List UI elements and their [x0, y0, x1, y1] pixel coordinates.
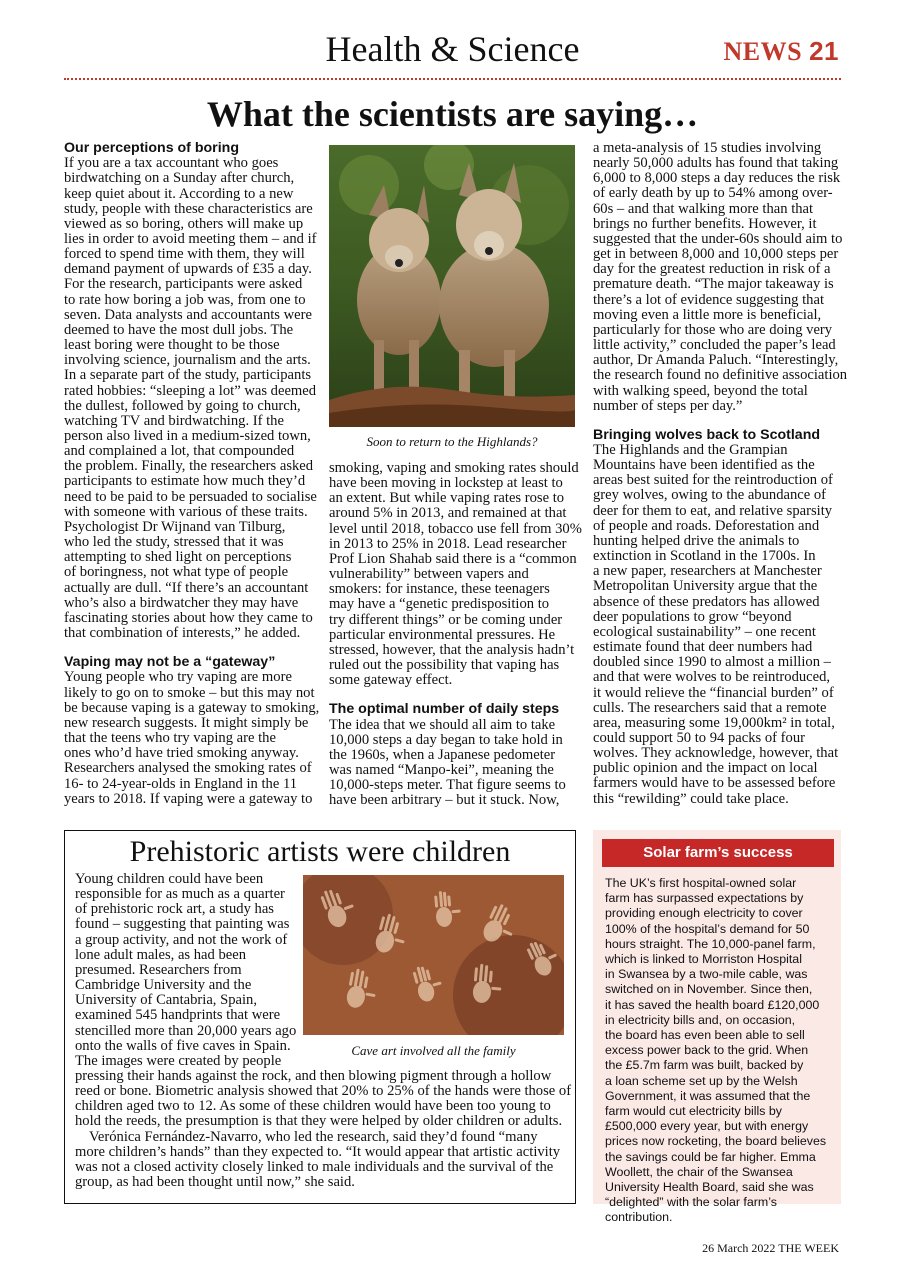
body-line: The UK’s first hospital-owned solar: [605, 876, 797, 890]
body-line: more children’s hands” than they expected to. “It would appear that artistic activity: [75, 1143, 561, 1160]
body-line: excess power back to the grid. When: [605, 1043, 809, 1058]
body-line: demand payment of upwards of £35 a day.: [64, 261, 312, 278]
body-line: to rate how boring a job was, from one to: [64, 291, 306, 308]
body-line: particularly for those who are doing very: [593, 321, 833, 338]
body-line: 16- to 24-year-olds in England in the 11: [64, 775, 298, 792]
body-line: ecological sustainability” – one recent: [593, 623, 816, 640]
body-line: try different things” or be coming under: [329, 611, 563, 628]
wolf-photo-caption: Soon to return to the Highlands?: [366, 434, 538, 449]
body-line: level until 2018, tobacco use fell from 30%: [329, 520, 582, 537]
news-label: NEWS: [723, 37, 803, 66]
body-line: some gateway effect.: [329, 672, 453, 689]
steps-body-part2: [593, 140, 848, 414]
body-line: watching TV and birdwatching. If the: [64, 412, 284, 429]
body-line: was named “Manpo-kei”, meaning the: [329, 762, 554, 779]
footer: [702, 1241, 839, 1256]
body-line: area, measuring some 19,000km² in total,: [593, 714, 835, 731]
body-line: public opinion and the impact on local: [593, 760, 818, 777]
body-line: rated hobbies: “sleeping a lot” was deemed: [64, 382, 317, 399]
body-line: hunting helped drive the animals to: [593, 532, 800, 549]
body-line: pressing their hands against the rock, and then blowing pigment through a hollow: [75, 1068, 552, 1084]
body-line: have been arbitrary – but it stuck. Now,: [329, 792, 560, 809]
body-line: hours straight. The 10,000-panel farm,: [605, 936, 816, 951]
body-line: extinction in Scotland in the 1700s. In: [593, 548, 816, 565]
body-line: 60s – and that walking more than that: [593, 200, 814, 217]
body-line: may have a “genetic predisposition to: [329, 596, 550, 613]
body-line: get in between 8,000 and 10,000 steps per: [593, 246, 839, 263]
body-line: have been moving in lockstep at least to: [329, 475, 563, 492]
solar-body: [605, 876, 837, 1226]
body-line: the £5.7m farm was built, backed by: [605, 1058, 804, 1073]
cave-art-caption: Cave art involved all the family: [351, 1043, 516, 1058]
body-line: Woollett, the chair of the Swansea: [605, 1164, 793, 1179]
body-line: farmers would have to be assessed before: [593, 775, 836, 792]
body-line: brings no further benefits. However, it: [593, 215, 817, 232]
solar-title: Solar farm’s success: [602, 839, 834, 867]
body-line: The images were created by people: [75, 1052, 282, 1069]
column-1: [64, 141, 320, 807]
body-line: and that were wolves to be reintroduced,: [593, 669, 831, 686]
body-line: The Highlands and the Grampian: [593, 442, 788, 459]
body-line: of early death by up to 54% among over-: [593, 185, 833, 202]
wolf-photo: [329, 145, 575, 427]
body-line: person also lived in a medium-sized town,: [64, 428, 311, 445]
body-line: author, Dr Amanda Paluch. “Interestingly,: [593, 352, 839, 369]
body-line: need to be paid to be persuaded to socialise: [64, 488, 317, 505]
body-line: Metropolitan University argue that the: [593, 578, 818, 595]
body-line: particular environmental pressures. He: [329, 626, 556, 643]
body-line: prices now rocketing, the board believes: [605, 1134, 827, 1149]
body-line: presumed. Researchers from: [75, 961, 242, 978]
body-line: group, as had been thought until now,” she said.: [75, 1174, 355, 1191]
boring-body: [64, 156, 320, 641]
body-line: onto the walls of five caves in Spain.: [75, 1037, 291, 1054]
body-line: 100% of the hospital’s demand for 50: [605, 921, 810, 936]
cave-art-photo: [303, 875, 564, 1035]
issue-date: 26 March 2022: [702, 1241, 776, 1255]
body-line: deer for them to eat, and relative sparsity: [593, 502, 833, 519]
steps-title: The optimal number of daily steps: [329, 701, 560, 718]
body-line: participants to estimate how much they’d: [64, 473, 306, 490]
body-line: If you are a tax accountant who goes: [64, 155, 279, 172]
body-line: moving even a little more is beneficial,: [593, 306, 822, 323]
body-line: culls. The researchers said that a remote: [593, 699, 827, 716]
page-headline: What the scientists are saying…: [206, 94, 699, 134]
body-line: deemed to have the most dull jobs. The: [64, 321, 294, 338]
body-line: examined 545 handprints that were: [75, 1007, 281, 1024]
page-number: 21: [809, 36, 839, 66]
body-line: 10,000 steps a day began to take hold in: [329, 731, 563, 748]
body-line: years to 2018. If vaping were a gateway to: [64, 790, 313, 807]
body-line: 6,000 to 8,000 steps a day reduces the risk: [593, 170, 841, 187]
body-line: be because vaping is a gateway to smoking,: [64, 699, 320, 716]
body-line: keep quiet about it. According to a new: [64, 185, 294, 202]
body-line: areas best suited for the reintroduction of: [593, 472, 833, 489]
body-line: Prof Lion Shahab said there is a “common: [329, 550, 577, 567]
body-line: who’s also a birdwatcher they may have: [64, 594, 299, 611]
column-2: [329, 460, 582, 809]
body-line: in 2013 to 25% in 2018. Lead researcher: [329, 535, 567, 552]
prehistoric-body-part1: [75, 872, 300, 1069]
body-line: contribution.: [605, 1210, 673, 1225]
body-line: the board has even been able to sell: [605, 1028, 805, 1043]
body-line: stencilled more than 20,000 years ago: [75, 1022, 297, 1039]
body-line: deer populations to grow “beyond: [593, 608, 792, 625]
body-line: The idea that we should all aim to take: [329, 716, 556, 733]
body-line: could support 50 to 94 packs of four: [593, 729, 805, 746]
body-line: attempting to shed light on perceptions: [64, 549, 292, 566]
body-line: smoking, vaping and smoking rates should: [329, 460, 579, 476]
prehistoric-body-part2: [75, 1069, 570, 1190]
body-line: Psychologist Dr Wijnand van Tilburg,: [64, 518, 286, 535]
body-line: the dullest, followed by going to church,: [64, 397, 301, 414]
body-line: with someone with various of these traits.: [64, 503, 308, 520]
wolves-title: Bringing wolves back to Scotland: [593, 426, 821, 443]
body-line: wolves. They acknowledge, however, that: [593, 745, 839, 762]
body-line: in Swansea by a two-mile cable, was: [605, 967, 808, 982]
body-line: lone adult males, as had been: [75, 946, 247, 963]
body-line: 10,000-steps meter. That figure seems to: [329, 777, 566, 794]
body-line: a group activity, and not the work of: [75, 931, 288, 948]
body-line: lies in order to avoid meeting them – and if: [64, 230, 317, 247]
body-line: of prehistoric rock art, a study has: [75, 901, 274, 918]
body-line: children aged two to 12. As some of these children would have been too young to: [75, 1098, 551, 1115]
body-line: of people and roads. Deforestation and: [593, 517, 820, 534]
body-line: and complained a lot, that compounded: [64, 443, 295, 460]
body-line: there’s a lot of evidence suggesting that: [593, 291, 824, 308]
body-line: Cambridge University and the: [75, 977, 252, 994]
body-line: birdwatching on a Sunday after church,: [64, 170, 295, 187]
body-line: nearly 50,000 adults has found that taking: [593, 155, 839, 172]
wolves-body: [593, 443, 843, 807]
dotted-divider: [64, 78, 841, 80]
body-line: ones who’d have tried smoking anyway.: [64, 745, 299, 762]
body-line: it would relieve the “financial burden” of: [593, 684, 834, 701]
body-line: likely to go on to smoke – but this may not: [64, 684, 315, 701]
body-line: providing enough electricity to cover: [605, 906, 803, 921]
prehistoric-title: Prehistoric artists were children: [129, 835, 511, 868]
body-line: of boringness, not what type of people: [64, 564, 289, 581]
body-line: doubled since 1990 to almost a million –: [593, 654, 831, 671]
body-line: which is linked to Morriston Hospital: [605, 952, 802, 967]
body-line: reed or bone. Biometric analysis showed that 20% to 25% of the hands were those of: [75, 1083, 572, 1100]
body-line: smokers: for instance, these teenagers: [329, 581, 550, 598]
steps-body-part1: [329, 718, 579, 809]
vaping-body-part2: [329, 460, 582, 689]
body-line: Young children could have been: [75, 871, 264, 887]
body-line: little activity,” concluded the paper’s lead: [593, 337, 836, 354]
vaping-title: Vaping may not be a “gateway”: [64, 654, 276, 671]
body-line: £500,000 every year, but with energy: [605, 1119, 809, 1134]
body-line: viewed as so boring, others will make up: [64, 215, 304, 232]
body-line: that the teens who try vaping are the: [64, 730, 276, 747]
body-line: University Health Board, said she was: [605, 1180, 814, 1195]
body-line: a new paper, researchers at Manchester: [593, 563, 822, 580]
body-line: hold the reeds, the presumption is that they were helped by older children or adults.: [75, 1113, 563, 1130]
body-line: “delighted” with the solar farm’s: [605, 1195, 777, 1210]
body-line: was not a closed activity closely linked to male individuals and the survival of the: [75, 1158, 554, 1175]
body-line: that combination of interests,” he added.: [64, 625, 301, 642]
body-line: it has saved the health board £120,000: [605, 997, 820, 1012]
body-line: an extent. But while vaping rates rose to: [329, 490, 565, 507]
body-line: least boring were thought to be those: [64, 337, 280, 354]
body-line: suggested that the under-60s should aim to: [593, 230, 843, 247]
body-line: new research suggests. It might simply be: [64, 714, 309, 731]
body-line: absence of these predators has allowed: [593, 593, 820, 610]
body-line: the savings could be far higher. Emma: [605, 1149, 816, 1164]
body-line: study, people with these characteristics are: [64, 200, 313, 217]
body-line: a loan scheme set up by the Welsh: [605, 1073, 798, 1088]
body-line: grey wolves, owing to the abundance of: [593, 487, 827, 504]
body-line: in electricity bills and, on occasion,: [605, 1012, 796, 1027]
body-line: farm has surpassed expectations by: [605, 891, 804, 906]
body-line: this “rewilding” could take place.: [593, 790, 789, 807]
body-line: seven. Data analysts and accountants were: [64, 306, 312, 323]
body-line: ruled out the possibility that vaping has: [329, 657, 560, 674]
body-line: Verónica Fernández-Navarro, who led the research, said they’d found “many: [89, 1128, 538, 1145]
body-line: premature death. “The major takeaway is: [593, 276, 834, 293]
body-line: with walking speed, beyond the total: [593, 382, 808, 399]
body-line: estimate found that deer numbers had: [593, 639, 813, 656]
body-line: number of steps per day.”: [593, 397, 743, 414]
body-line: fascinating stories about how they came to: [64, 609, 313, 626]
body-line: For the research, participants were asked: [64, 276, 303, 293]
news-page-label: [724, 36, 840, 67]
body-line: responsible for as much as a quarter: [75, 886, 285, 903]
body-line: vulnerability” between vapers and: [329, 566, 529, 583]
body-line: Young people who try vaping are more: [64, 669, 292, 686]
section-title: Health & Science: [325, 29, 580, 69]
boring-title: Our perceptions of boring: [64, 140, 239, 156]
body-line: the research found no definitive association: [593, 367, 848, 384]
body-line: switched on in November. Since then,: [605, 982, 813, 997]
body-line: Mountains have been identified as the: [593, 457, 815, 474]
body-line: day for the greatest reduction in risk of a: [593, 261, 831, 278]
body-line: who led the study, stressed that it was: [64, 534, 284, 551]
publication-name: THE WEEK: [778, 1241, 839, 1255]
body-line: forced to spend time with them, they will: [64, 246, 305, 263]
vaping-body-part1: [64, 670, 320, 806]
body-line: University of Cantabria, Spain,: [75, 992, 257, 1009]
body-line: actually are dull. “If there’s an accountant: [64, 579, 309, 596]
body-line: a meta-analysis of 15 studies involving: [593, 140, 822, 156]
body-line: found – suggesting that painting was: [75, 916, 290, 933]
body-line: Researchers analysed the smoking rates of: [64, 760, 312, 777]
body-line: around 5% in 2013, and remained at that: [329, 505, 567, 522]
body-line: the 1960s, when a Japanese pedometer: [329, 746, 556, 763]
body-line: farm would cut electricity bills by: [605, 1104, 782, 1119]
body-line: Government, it was assumed that the: [605, 1088, 811, 1103]
body-line: In a separate part of the study, participants: [64, 367, 312, 384]
body-line: stressed, however, that the analysis hadn’t: [329, 641, 575, 658]
body-line: involving science, journalism and the arts.: [64, 352, 311, 369]
column-3: [593, 140, 848, 807]
body-line: the problem. Finally, the researchers asked: [64, 458, 314, 475]
